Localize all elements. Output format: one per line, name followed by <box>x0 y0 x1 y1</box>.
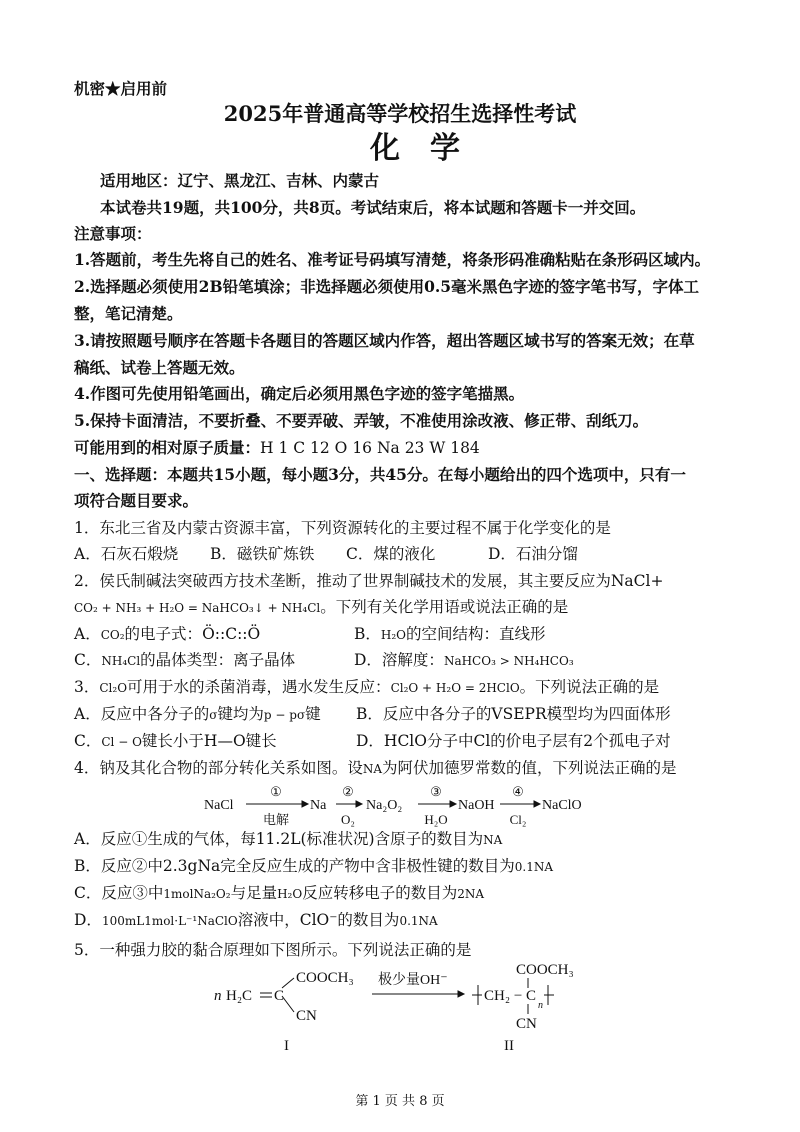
polymerization-scheme <box>200 960 620 1060</box>
step-4-marker: ④ <box>512 784 524 799</box>
q2-stem-eq-line <box>74 597 568 618</box>
section-heading-cont: 项符合题目要求。 <box>74 491 199 510</box>
q2-options-ab <box>74 624 546 645</box>
step-2-condition: O₂ <box>341 812 355 827</box>
q4-option-c: C．反应③中1molNa₂O₂与足量H₂O反应转移电子的数目为2NA <box>74 884 485 902</box>
q4-option-a: A．反应①生成的气体，每11.2L(标准状况)含原子的数目为NA <box>74 830 503 848</box>
monomer-cooch3: COOCH₃ <box>296 970 354 986</box>
reaction-condition: 极少量OH⁻ <box>378 973 448 988</box>
page-footer: 第 1 页 共 8 页 <box>355 1094 445 1109</box>
scheme-naclo: NaClO <box>542 798 582 813</box>
polymer-cn: CN <box>516 1016 537 1032</box>
step-3-condition: H₂O <box>424 812 448 827</box>
q2-options-cd <box>74 650 574 671</box>
notice-item: 稿纸、试卷上答题无效。 <box>74 358 245 377</box>
atomic-mass-label: 可能用到的相对原子质量： <box>74 438 261 457</box>
q2-stem: 2．侯氏制碱法突破西方技术垄断，推动了世界制碱技术的发展，其主要反应为NaCl+ <box>74 572 664 590</box>
q3-option-d: D．HClO分子中Cl的价电子层有2个孤电子对 <box>356 732 671 750</box>
q1-option-d: D．石油分馏 <box>488 545 578 563</box>
notice-item: 5.保持卡面清洁，不要折叠、不要弄破、弄皱，不准使用涂改液、修正带、刮纸刀。 <box>74 411 649 430</box>
q2-stem-end: 。下列有关化学用语或说法正确的是 <box>320 598 569 616</box>
q4-option-b: B．反应②中2.3gNa完全反应生成的产物中含非极性键的数目为0.1NA <box>74 857 554 875</box>
scheme-nacl: NaCl <box>204 798 234 813</box>
step-2-marker: ② <box>342 784 354 799</box>
region-line: 适用地区：辽宁、黑龙江、吉林、内蒙古 <box>100 171 380 190</box>
q3-options-cd <box>74 731 671 752</box>
step-1-condition: 电解 <box>262 812 290 827</box>
polymer-repeat-unit: CH₂ − C <box>484 988 537 1004</box>
q5-stem: 5．一种强力胶的黏合原理如下图所示。下列说法正确的是 <box>74 941 472 959</box>
q1-stem: 1．东北三省及内蒙古资源丰富，下列资源转化的主要过程不属于化学变化的是 <box>74 519 611 537</box>
q3-stem: 3．Cl₂O可用于水的杀菌消毒，遇水发生反应：Cl₂O + H₂O = 2HClO。下列说法正确的是 <box>74 678 660 696</box>
monomer-cn: CN <box>296 1008 317 1024</box>
notice-item: 1.答题前，考生先将自己的姓名、准考证号码填写清楚，将条形码准确粘贴在条形码区域内。 <box>74 250 711 269</box>
q2-option-b: B．H₂O的空间结构：直线形 <box>354 625 546 643</box>
step-1-marker: ① <box>270 784 282 799</box>
q3-option-c: C．Cl − O键长小于H—O键长 <box>74 732 277 750</box>
monomer-count-n: n <box>214 988 222 1004</box>
q2-option-a: A．CO₂的电子式：Ö::C::Ö <box>74 625 261 643</box>
notice-item: 2.选择题必须使用2B铅笔填涂；非选择题必须使用0.5毫米黑色字迹的签字笔书写，字体工 <box>74 277 700 296</box>
atomic-mass-line <box>74 438 480 458</box>
notice-item: 整，笔记清楚。 <box>74 304 183 323</box>
q2-option-d: D．溶解度：NaHCO₃ > NH₄HCO₃ <box>354 651 574 669</box>
q3-options-ab <box>74 704 671 725</box>
q2-option-c: C．NH₄Cl的晶体类型：离子晶体 <box>74 651 296 669</box>
intro-line: 本试卷共19题，共100分，共8页。考试结束后，将本试题和答题卡一并交回。 <box>100 198 646 217</box>
q1-option-b: B．磁铁矿炼铁 <box>210 545 315 563</box>
notice-item: 3.请按照题号顺序在答题卡各题目的答题区域内作答，超出答题区域书写的答案无效；在草 <box>74 331 695 350</box>
monomer-h2c: H₂C <box>226 988 253 1004</box>
subject-title: 化学 <box>370 131 490 166</box>
scheme-na2o2: Na₂O₂ <box>366 798 403 813</box>
scheme-naoh: NaOH <box>458 798 495 813</box>
polymer-subscript-n: n <box>538 1000 543 1011</box>
q3-option-b: B．反应中各分子的VSEPR模型均为四面体形 <box>356 705 671 723</box>
label-polymer-II: II <box>504 1038 514 1054</box>
step-4-condition: Cl₂ <box>509 812 527 827</box>
q1-option-c: C．煤的液化 <box>346 545 436 563</box>
polymer-cooch3: COOCH₃ <box>516 962 574 978</box>
exam-title: 2025年普通高等学校招生选择性考试 <box>223 101 577 126</box>
q2-equation: CO₂ + NH₃ + H₂O = NaHCO₃↓ + NH₄Cl <box>74 601 321 615</box>
q4-option-d: D．100mL1mol·L⁻¹NaClO溶液中，ClO⁻的数目为0.1NA <box>74 911 438 929</box>
secret-label: 机密★启用前 <box>74 79 168 98</box>
monomer-c: C <box>274 988 285 1004</box>
q4-stem: 4．钠及其化合物的部分转化关系如图。设NA为阿伏加德罗常数的值，下列说法正确的是 <box>74 759 677 777</box>
q3-option-a: A．反应中各分子的σ键均为p − pσ键 <box>74 705 321 723</box>
scheme-na: Na <box>310 798 327 813</box>
sodium-conversion-scheme <box>200 780 600 828</box>
co2-lewis-structure: Ö::C::Ö <box>202 625 261 643</box>
notice-item: 4.作图可先使用铅笔画出，确定后必须用黑色字迹的签字笔描黑。 <box>74 384 525 403</box>
label-monomer-I: I <box>284 1038 289 1054</box>
section-heading: 一、选择题：本题共15小题，每小题3分，共45分。在每小题给出的四个选项中，只有一 <box>74 465 686 484</box>
q1-options <box>74 544 578 564</box>
step-3-marker: ③ <box>430 784 442 799</box>
atomic-mass-values: H 1 C 12 O 16 Na 23 W 184 <box>260 439 480 457</box>
q1-option-a: A．石灰石煅烧 <box>74 545 179 563</box>
notice-heading: 注意事项： <box>74 224 152 243</box>
